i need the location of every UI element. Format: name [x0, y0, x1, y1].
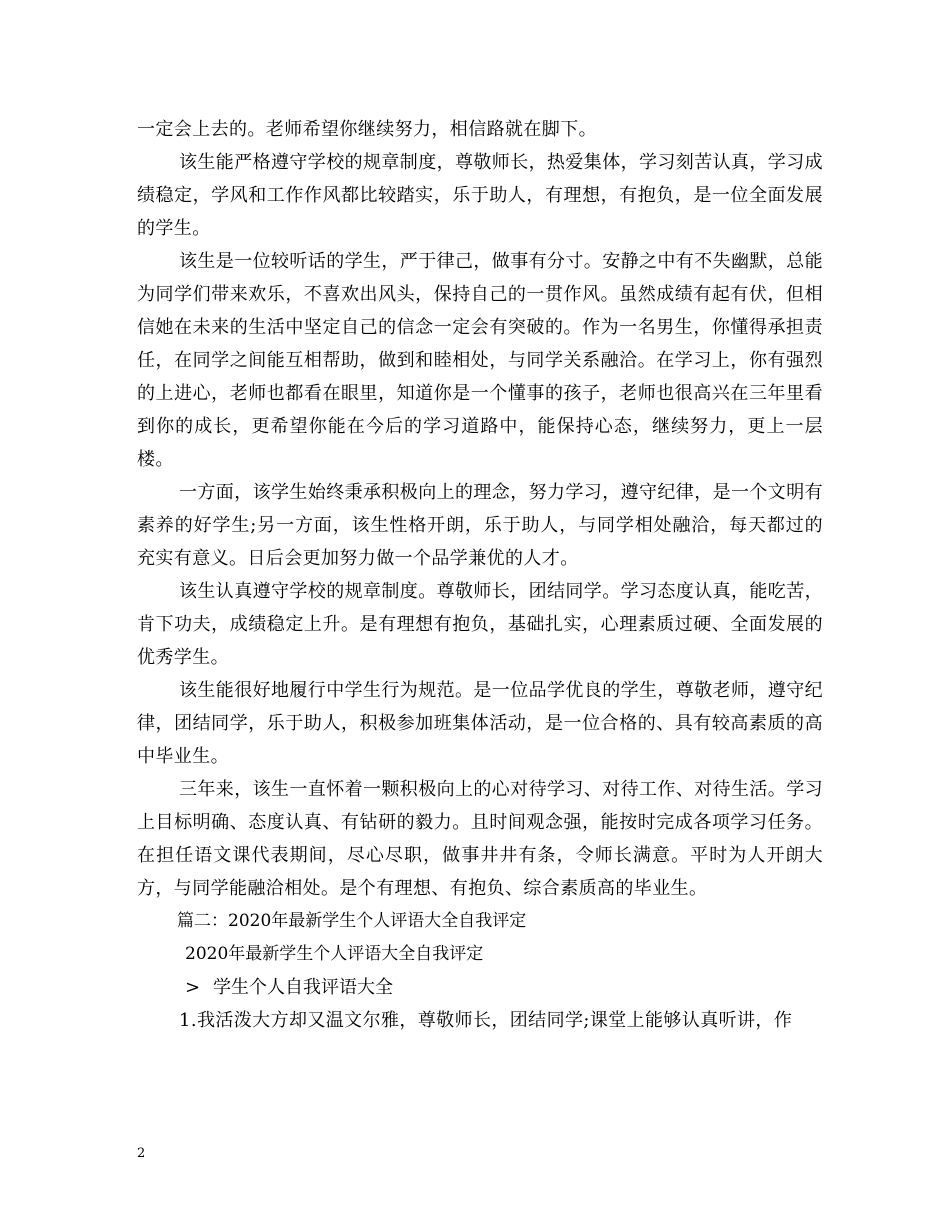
section-heading: 篇二：2020年最新学生个人评语大全自我评定	[177, 911, 527, 931]
bullet-item	[137, 971, 823, 1004]
numbered-item-1: 1.我活泼大方却又温文尔雅，尊敬师长，团结同学;课堂上能够认真听讲，作	[179, 1010, 793, 1031]
page-number: 2	[137, 1146, 146, 1161]
page-content	[137, 113, 823, 1037]
paragraph-comment-4: 该生认真遵守学校的规章制度。尊敬师长，团结同学。学习态度认真，能吃苦，肯下功夫，成绩稳定上升。是有理想有抱负，基础扎实，心理素质过硬、全面发展的优秀学生。	[137, 581, 823, 668]
paragraph-continuation: 一定会上去的。老师希望你继续努力，相信路就在脚下。	[137, 119, 597, 140]
paragraph-comment-3: 一方面，该学生始终秉承积极向上的理念，努力学习，遵守纪律，是一个文明有素养的好学生;另一方面，该生性格开朗，乐于助人，与同学相处融洽，每天都过的充实有意义。日后会更加努力做一个品学兼优的人才。	[137, 482, 823, 569]
paragraph-comment-5: 该生能很好地履行中学生行为规范。是一位品学优良的学生，尊敬老师，遵守纪律，团结同学，乐于助人，积极参加班集体活动，是一位合格的、具有较高素质的高中毕业生。	[137, 680, 823, 767]
sub-heading: 2020年最新学生个人评语大全自我评定	[185, 944, 484, 964]
paragraph-comment-2: 该生是一位较听话的学生，严于律己，做事有分寸。安静之中有不失幽默，总能为同学们带来欢乐，不喜欢出风头，保持自己的一贯作风。虽然成绩有起有伏，但相信她在未来的生活中坚定自己的信念一定会有突破的。作为一名男生，你懂得承担责任，在同学之间能互相帮助，做到和睦相处，与同学关系融洽。在学习上，你有强烈的上进心，老师也都看在眼里，知道你是一个懂事的孩子，老师也很高兴在三年里看到你的成长，更希望你能在今后的学习道路中，能保持心态，继续努力，更上一层楼。	[137, 251, 823, 470]
bullet-item-text: 学生个人自我评语大全	[213, 977, 393, 998]
chevron-right-icon: >	[185, 977, 201, 998]
paragraph-comment-6: 三年来，该生一直怀着一颗积极向上的心对待学习、对待工作、对待生活。学习上目标明确、态度认真、有钻研的毅力。且时间观念强，能按时完成各项学习任务。在担任语文课代表期间，尽心尽职，做事井井有条，令师长满意。平时为人开朗大方，与同学能融洽相处。是个有理想、有抱负、综合素质高的毕业生。	[137, 779, 823, 899]
paragraph-comment-1: 该生能严格遵守学校的规章制度，尊敬师长，热爱集体，学习刻苦认真，学习成绩稳定，学风和工作作风都比较踏实，乐于助人，有理想，有抱负，是一位全面发展的学生。	[137, 152, 823, 239]
